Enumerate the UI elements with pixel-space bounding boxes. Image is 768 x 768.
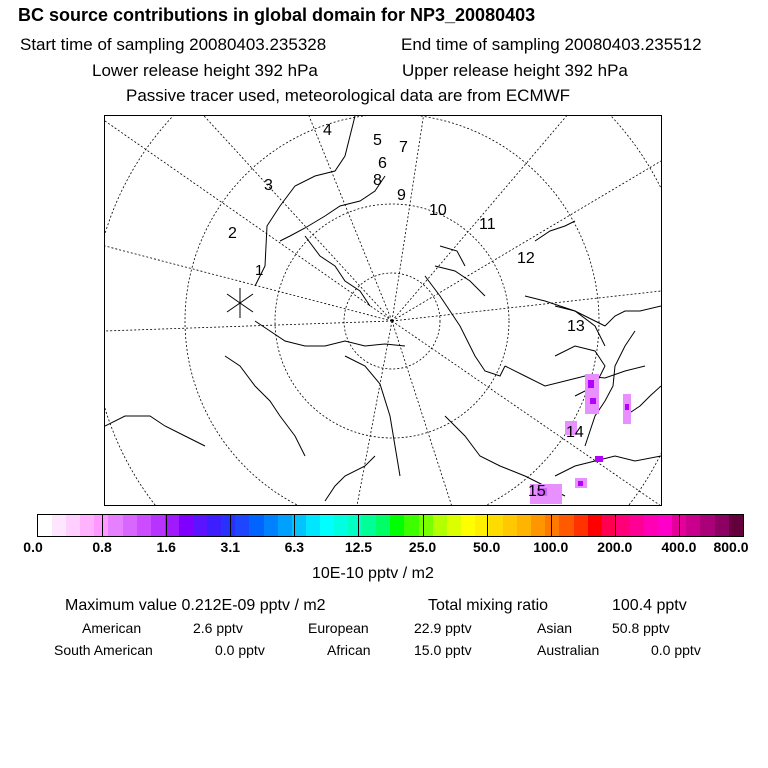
flight-label: 1 [255,262,264,279]
colorbar-cell [545,515,559,536]
colorbar-cell [559,515,573,536]
colorbar-cell [348,515,362,536]
colorbar-cell [207,515,221,536]
flight-label: 10 [429,202,447,219]
colorbar-tick-label: 6.3 [284,539,305,555]
region-value: 50.8 pptv [612,620,670,636]
colorbar-separator [487,515,488,536]
colorbar-separator [166,515,167,536]
flight-label: 5 [373,132,382,149]
flight-label: 4 [323,122,332,139]
region-value: 15.0 pptv [414,642,472,658]
colorbar-tick-label: 12.5 [344,539,373,555]
colorbar [37,514,744,537]
region-label: Australian [537,642,600,658]
colorbar-tick-label: 25.0 [408,539,437,555]
colorbar-units: 10E-10 pptv / m2 [312,565,434,582]
start-time: Start time of sampling 20080403.235328 [20,35,327,54]
colorbar-cell [715,515,729,536]
colorbar-cell [278,515,292,536]
flight-label: 8 [373,172,382,189]
coastlines [105,116,661,501]
colorbar-cell [531,515,545,536]
colorbar-tick-label: 400.0 [661,539,697,555]
colorbar-cell [38,515,52,536]
colorbar-cell [52,515,66,536]
colorbar-tick-label: 100.0 [533,539,569,555]
colorbar-cell [108,515,122,536]
colorbar-cell [193,515,207,536]
colorbar-cell [517,515,531,536]
flight-label: 9 [397,187,406,204]
colorbar-cell [66,515,80,536]
colorbar-cell [574,515,588,536]
colorbar-cell [602,515,616,536]
colorbar-tick-label: 50.0 [473,539,501,555]
flight-label: 7 [399,139,408,156]
flight-label: 3 [264,177,273,194]
colorbar-tick-label: 800.0 [713,539,749,555]
meridians [105,116,661,505]
lower-release-height: Lower release height 392 hPa [92,61,318,80]
total-mixing-label: Total mixing ratio [428,597,549,614]
colorbar-tick-label: 1.6 [156,539,176,555]
region-label: Asian [537,620,573,636]
colorbar-separator [358,515,359,536]
map-graphic [105,116,661,505]
latitude-circles [105,116,661,505]
colorbar-separator [230,515,231,536]
colorbar-cell [80,515,94,536]
colorbar-cell [588,515,602,536]
region-value: 0.0 pptv [215,642,265,658]
colorbar-cell [334,515,348,536]
colorbar-cell [658,515,672,536]
colorbar-cell [264,515,278,536]
region-label: African [327,642,371,658]
colorbar-cell [235,515,249,536]
flight-label: 11 [479,216,496,233]
region-label: American [82,620,142,636]
colorbar-tick-label: 200.0 [597,539,633,555]
colorbar-cell [362,515,376,536]
colorbar-cell [433,515,447,536]
colorbar-cell [249,515,263,536]
colorbar-cell [221,515,235,536]
colorbar-cell [320,515,334,536]
colorbar-cell [447,515,461,536]
colorbar-cell [630,515,644,536]
flight-label: 14 [566,424,584,441]
flight-label: 2 [228,225,237,242]
end-time: End time of sampling 20080403.235512 [401,35,702,54]
total-mixing-value: 100.4 pptv [612,597,687,614]
colorbar-cell [151,515,165,536]
colorbar-separator [423,515,424,536]
colorbar-cell [489,515,503,536]
colorbar-cell [729,515,743,536]
colorbar-cell [123,515,137,536]
colorbar-separator [615,515,616,536]
region-value: 2.6 pptv [193,620,243,636]
release-point-marker [227,288,253,318]
colorbar-cell [137,515,151,536]
colorbar-cell [404,515,418,536]
colorbar-cell [179,515,193,536]
colorbar-tick-label: 0.8 [92,539,112,555]
flight-label: 6 [378,155,387,172]
flight-label: 13 [567,318,585,335]
upper-release-height: Upper release height 392 hPa [402,61,628,80]
colorbar-cell [616,515,630,536]
colorbar-cell [461,515,475,536]
colorbar-separator [294,515,295,536]
region-value: 22.9 pptv [414,620,472,636]
colorbar-cell [306,515,320,536]
colorbar-cell [644,515,658,536]
tracer-note: Passive tracer used, meteorological data are from ECMWF [126,86,571,105]
colorbar-separator [551,515,552,536]
max-value: Maximum value 0.212E-09 pptv / m2 [65,597,326,614]
colorbar-tick-label: 0.0 [23,539,43,555]
colorbar-tick-label: 3.1 [220,539,240,555]
colorbar-cell [419,515,433,536]
colorbar-separator [102,515,103,536]
page-title: BC source contributions in global domain for NP3_20080403 [18,5,536,25]
colorbar-cell [503,515,517,536]
colorbar-cell [376,515,390,536]
colorbar-separator [679,515,680,536]
region-value: 0.0 pptv [651,642,701,658]
colorbar-cell [700,515,714,536]
polar-map [104,115,662,506]
region-label: European [308,620,369,636]
region-label: South American [54,642,153,658]
flight-label: 15 [528,483,546,500]
colorbar-cell [686,515,700,536]
flight-label: 12 [517,250,535,267]
colorbar-cell [390,515,404,536]
